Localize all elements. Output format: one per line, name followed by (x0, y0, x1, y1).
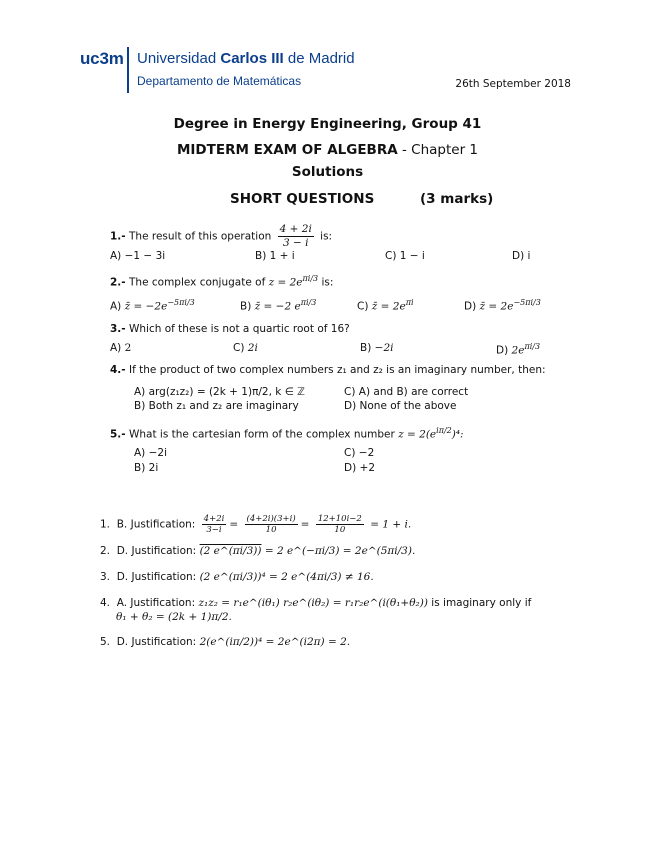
solutions-title: Solutions (291, 164, 364, 180)
q3-option-d: D) $2e^{\pi i/3}$ (496, 342, 541, 357)
question-4: 4.- If the product of two complex numbers z₁ and z₂ is an imaginary number, then: (110, 364, 546, 376)
solution-1: 1. B. Justification: $\frac{4+2i}{3-i}$ = $\frac{(4+2i)(3+i)}{10}$ = $\frac{12+10i-2}{10}$ = 1 + i. (100, 514, 412, 535)
section-title: SHORT QUESTIONS (230, 191, 375, 207)
q5-option-a: A) −2i (134, 447, 168, 459)
q5-option-c: C) −2 (344, 447, 375, 459)
q2-option-d: D) z̄ = $2e^{-5\pi i/3}$ (464, 298, 541, 313)
q1-option-c: C) 1 − i (385, 250, 425, 262)
solution-3: 3. D. Justification: (2 e^(πi/3))⁴ = 2 e^(4πi/3) ≠ 16. (100, 571, 374, 583)
department-name: Departamento de Matemáticas (137, 74, 302, 88)
q4-option-b: B) Both z₁ and z₂ are imaginary (134, 400, 299, 412)
solution-2: 2. D. Justification: (2 e^(πi/3)) = 2 e^(−πi/3) = 2e^(5πi/3). (100, 545, 416, 557)
q2-option-c: C) z̄ = $2e^{\pi i}$ (357, 298, 414, 313)
q5-option-d: D) +2 (344, 462, 375, 474)
solution-4-line-2: θ₁ + θ₂ = (2k + 1)π/2. (116, 611, 232, 623)
section-marks: (3 marks) (420, 191, 494, 207)
degree-title: Degree in Energy Engineering, Group 41 (173, 116, 482, 132)
q2-option-b: B) z̄ = −2 $e^{\pi i/3}$ (240, 298, 317, 313)
question-1: 1.- The result of this operation $\frac{4 + 2i}{3 - i}$ is: (110, 223, 333, 249)
question-3: 3.- Which of these is not a quartic root of 16? (110, 323, 350, 335)
q3-option-c: C) 2i (233, 342, 258, 354)
question-1-fraction: $\frac{4 + 2i}{3 - i}$ (279, 223, 312, 249)
exam-title: MIDTERM EXAM OF ALGEBRA - Chapter 1 (176, 142, 479, 158)
q2-option-a: A) z̄ = $-2e^{-5\pi i/3}$ (110, 298, 195, 313)
q3-option-a: A) 2 (110, 342, 132, 354)
logo-divider (127, 47, 129, 93)
university-name: Universidad Carlos III de Madrid (137, 50, 355, 67)
q3-option-b: B) −2i (360, 342, 394, 354)
q5-option-b: B) 2i (134, 462, 159, 474)
uc3m-logo-mark: uc3m (80, 49, 124, 68)
q4-option-c: C) A) and B) are correct (344, 386, 469, 398)
q1-option-b: B) 1 + i (255, 250, 295, 262)
exam-date: 26th September 2018 (455, 78, 571, 90)
question-5: 5.- What is the cartesian form of the complex number $z = 2(e^{i\pi/2})^4$: (110, 426, 464, 441)
q4-option-a: A) arg(z₁z₂) = (2k + 1)π/2, k ∈ ℤ (134, 386, 305, 398)
question-2: 2.- The complex conjugate of $z = 2e^{\pi i/3}$ is: (110, 274, 334, 289)
q1-option-d: D) i (512, 250, 531, 262)
q1-option-a: A) −1 − 3i (110, 250, 166, 262)
solution-5: 5. D. Justification: 2(e^(iπ/2))⁴ = 2e^(i2π) = 2. (100, 636, 351, 648)
solution-4: 4. A. Justification: z₁z₂ = r₁e^(iθ₁) r₂e^(iθ₂) = r₁r₂e^(i(θ₁+θ₂)) is imaginary only if (100, 597, 532, 609)
q4-option-d: D) None of the above (344, 400, 457, 412)
